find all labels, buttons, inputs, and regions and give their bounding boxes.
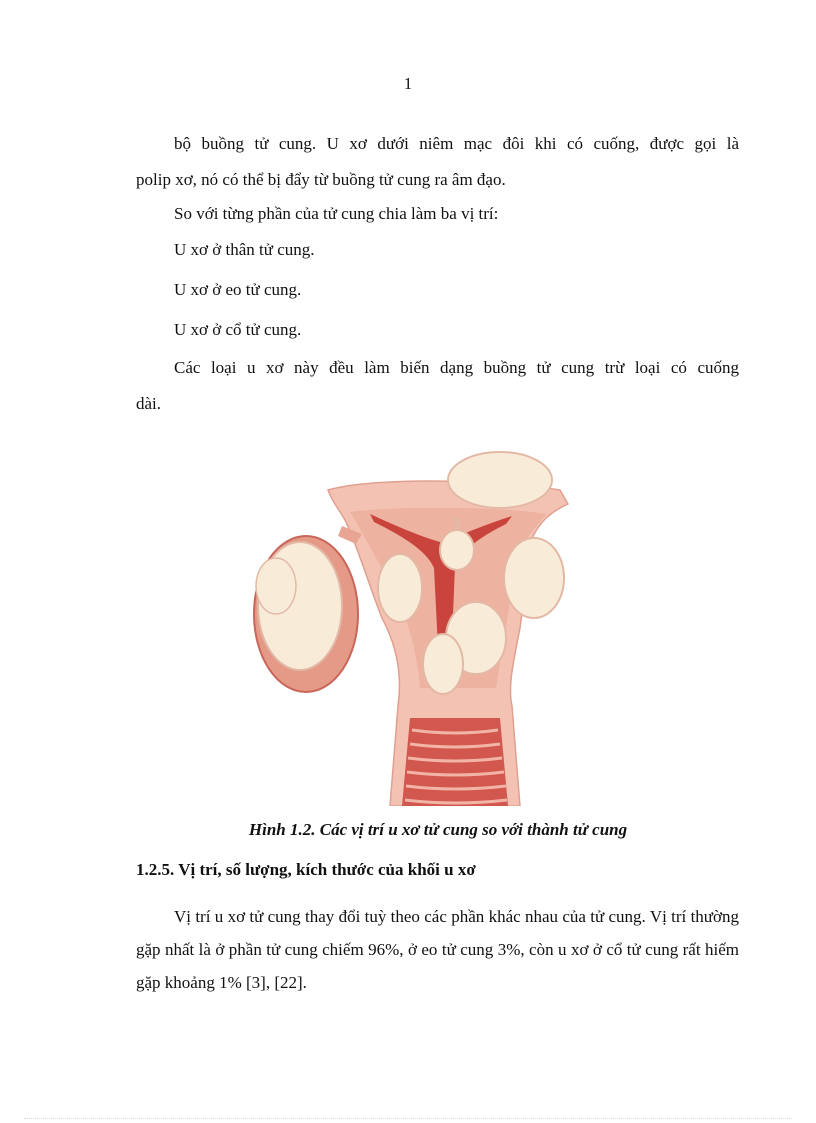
figure-caption: Hình 1.2. Các vị trí u xơ tử cung so với thành tử cung bbox=[248, 820, 628, 839]
paragraph-intro bbox=[136, 134, 739, 190]
fibroid-left-small bbox=[256, 558, 296, 614]
paragraph-positions: So với từng phần của tử cung chia làm ba vị trí: bbox=[174, 204, 499, 223]
paragraph-intro-line-1: bộ buồng tử cung. U xơ dưới niêm mạc đôi khi có cuống, được gọi là bbox=[174, 134, 739, 153]
paragraph-location-stats: Vị trí u xơ tử cung thay đổi tuỳ theo các phần khác nhau của tử cung. Vị trí thường gặp nhất là ở phần tử cung chiếm 96%, ở eo tử cung 3%, còn u xơ ở cổ tử cung rất hiếm gặp khoảng 1% [3], [22]. bbox=[136, 907, 739, 992]
fibroid-intramural-right bbox=[504, 538, 564, 618]
list-item-cervix: U xơ ở cổ tử cung. bbox=[174, 320, 302, 339]
uterus-fibroid-illustration bbox=[250, 438, 600, 806]
page-number: 1 bbox=[403, 74, 413, 93]
fibroid-intramural-left bbox=[378, 554, 422, 622]
section-heading: 1.2.5. Vị trí, số lượng, kích thước của khối u xơ bbox=[136, 860, 476, 879]
fibroid-subserosal bbox=[448, 452, 552, 508]
paragraph-deformation-line-2: dài. bbox=[136, 394, 162, 413]
list-item-body: U xơ ở thân tử cung. bbox=[174, 240, 315, 259]
fibroid-polyp bbox=[440, 530, 474, 570]
fibroid-cervical bbox=[423, 634, 463, 694]
paragraph-deformation-line-1: Các loại u xơ này đều làm biến dạng buồng tử cung trừ loại có cuống bbox=[174, 358, 739, 377]
page-bottom-rule bbox=[24, 1118, 792, 1119]
paragraph-intro-line-2: polip xơ, nó có thể bị đẩy từ buồng tử cung ra âm đạo. bbox=[136, 170, 506, 189]
paragraph-deformation bbox=[136, 358, 739, 414]
list-item-isthmus: U xơ ở eo tử cung. bbox=[174, 280, 302, 299]
